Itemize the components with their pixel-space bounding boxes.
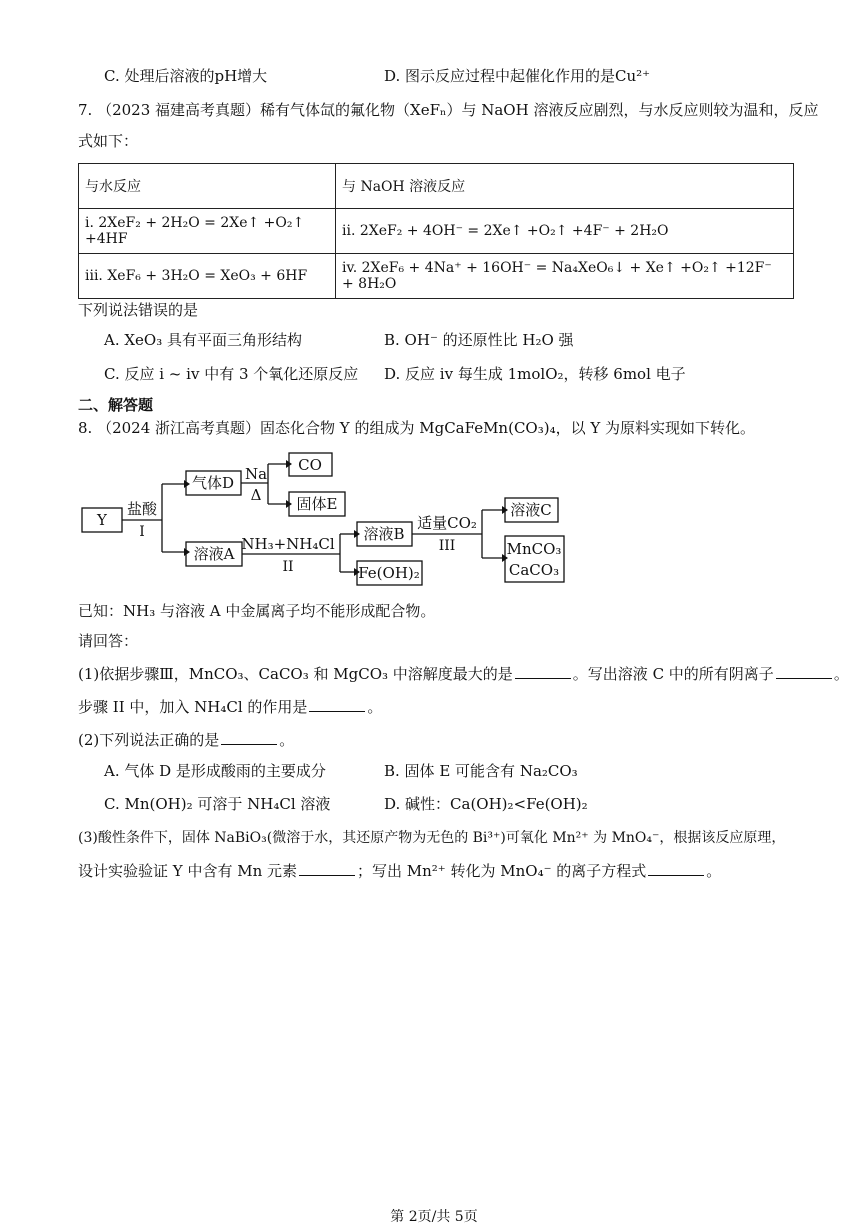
label-delta: Δ xyxy=(250,486,262,504)
table-row xyxy=(79,254,794,299)
q8-known: 已知：NH₃ 与溶液 A 中金属离子均不能形成配合物。 xyxy=(78,602,436,620)
label-co2: 适量CO₂ xyxy=(417,514,477,532)
q7-option-a: A. XeO₃ 具有平面三角形结构 xyxy=(104,331,303,349)
q8-part3-text-b: ；写出 Mn²⁺ 转化为 MnO₄⁻ 的离子方程式 xyxy=(357,862,647,880)
q8-answer-prompt: 请回答： xyxy=(78,632,139,650)
reaction-table xyxy=(78,163,794,299)
answer-blank[interactable] xyxy=(299,861,355,876)
table-header-water: 与水反应 xyxy=(79,164,336,209)
reaction-ii: ii. 2XeF₂ + 4OH⁻ = 2Xe↑ +O₂↑ +4F⁻ + 2H₂O xyxy=(336,209,794,254)
q8-part2-end: 。 xyxy=(279,731,295,749)
label-co: CO xyxy=(298,456,322,474)
label-sol-a: 溶液A xyxy=(193,545,235,563)
q8-option-a: A. 气体 D 是形成酸雨的主要成分 xyxy=(104,762,326,780)
answer-blank[interactable] xyxy=(776,664,832,679)
q7-ask: 下列说法错误的是 xyxy=(78,301,199,319)
label-mnco3: MnCO₃ xyxy=(506,540,562,558)
reaction-i: i. 2XeF₂ + 2H₂O = 2Xe↑ +O₂↑ +4HF xyxy=(79,209,336,254)
answer-blank[interactable] xyxy=(221,730,277,745)
q7-stem-line1: 7. （2023 福建高考真题）稀有气体氙的氟化物（XeFₙ）与 NaOH 溶液反应剧烈，与水反应则较为温和，反应 xyxy=(78,101,819,119)
label-hcl: 盐酸 xyxy=(126,500,158,518)
q8-part1-text-e: 。 xyxy=(367,698,383,716)
q8-stem: 8. （2024 浙江高考真题）固态化合物 Y 的组成为 MgCaFeMn(CO₃)₄，以 Y 为原料实现如下转化。 xyxy=(78,419,756,437)
q8-part1-text-d: 步骤 II 中，加入 NH₄Cl 的作用是 xyxy=(78,698,308,716)
q7-option-c: C. 反应 i ~ iv 中有 3 个氧化还原反应 xyxy=(104,365,359,383)
label-caco3: CaCO₃ xyxy=(508,561,560,579)
answer-blank[interactable] xyxy=(309,697,365,712)
q8-part1-text-b: 。写出溶液 C 中的所有阴离子 xyxy=(572,665,774,683)
table-header-naoh: 与 NaOH 溶液反应 xyxy=(336,164,794,209)
label-step-2: II xyxy=(282,559,294,575)
reaction-iii: iii. XeF₆ + 3H₂O = XeO₃ + 6HF xyxy=(79,254,336,299)
reaction-iv: iv. 2XeF₆ + 4Na⁺ + 16OH⁻ = Na₄XeO₆↓ + Xe↑ +O₂↑ +12F⁻ + 8H₂O xyxy=(336,254,794,299)
q7-stem-line2: 式如下： xyxy=(78,132,139,150)
q8-part2-text: (2)下列说法正确的是 xyxy=(78,731,220,749)
q7-option-d: D. 反应 iv 每生成 1molO₂，转移 6mol 电子 xyxy=(384,365,686,383)
flow-diagram xyxy=(76,448,576,590)
label-sol-b: 溶液B xyxy=(363,525,405,543)
q8-part1-text-a: (1)依据步骤Ⅲ，MnCO₃、CaCO₃ 和 MgCO₃ 中溶解度最大的是 xyxy=(78,665,513,683)
label-sol-c: 溶液C xyxy=(510,501,552,519)
label-step-1: I xyxy=(139,524,145,540)
q8-part1-line2 xyxy=(78,697,382,717)
q8-part1-text-c: 。 xyxy=(833,665,849,683)
q8-option-b: B. 固体 E 可能含有 Na₂CO₃ xyxy=(384,762,578,780)
table-row xyxy=(79,164,794,209)
label-step-3: III xyxy=(438,538,456,554)
label-na: Na xyxy=(244,465,268,483)
q8-option-c: C. Mn(OH)₂ 可溶于 NH₄Cl 溶液 xyxy=(104,795,331,813)
answer-blank[interactable] xyxy=(648,861,704,876)
label-gas-d: 气体D xyxy=(191,474,235,492)
q8-part3-text-c: 。 xyxy=(706,862,722,880)
q6-option-c: C. 处理后溶液的pH增大 xyxy=(104,67,268,85)
label-nh3-nh4cl: NH₃+NH₄Cl xyxy=(241,535,335,553)
label-feoh2: Fe(OH)₂ xyxy=(358,564,420,582)
q8-part3-text-a: 设计实验验证 Y 中含有 Mn 元素 xyxy=(78,862,297,880)
q8-part3-line1: (3)酸性条件下，固体 NaBiO₃(微溶于水，其还原产物为无色的 Bi³⁺)可氧化 Mn²⁺ 为 MnO₄⁻，根据该反应原理， xyxy=(78,830,786,846)
table-row xyxy=(79,209,794,254)
label-y: Y xyxy=(97,511,107,529)
q8-part2 xyxy=(78,730,294,750)
label-solid-e: 固体E xyxy=(296,495,338,513)
q7-option-b: B. OH⁻ 的还原性比 H₂O 强 xyxy=(384,331,574,349)
q8-option-d: D. 碱性：Ca(OH)₂<Fe(OH)₂ xyxy=(384,795,588,813)
section-heading: 二、解答题 xyxy=(78,396,154,414)
q8-part1-line1 xyxy=(78,664,849,684)
q8-part3-line2 xyxy=(78,861,721,881)
answer-blank[interactable] xyxy=(515,664,571,679)
q6-option-d: D. 图示反应过程中起催化作用的是Cu²⁺ xyxy=(384,67,651,85)
page-footer: 第 2页/共 5页 xyxy=(390,1209,478,1225)
